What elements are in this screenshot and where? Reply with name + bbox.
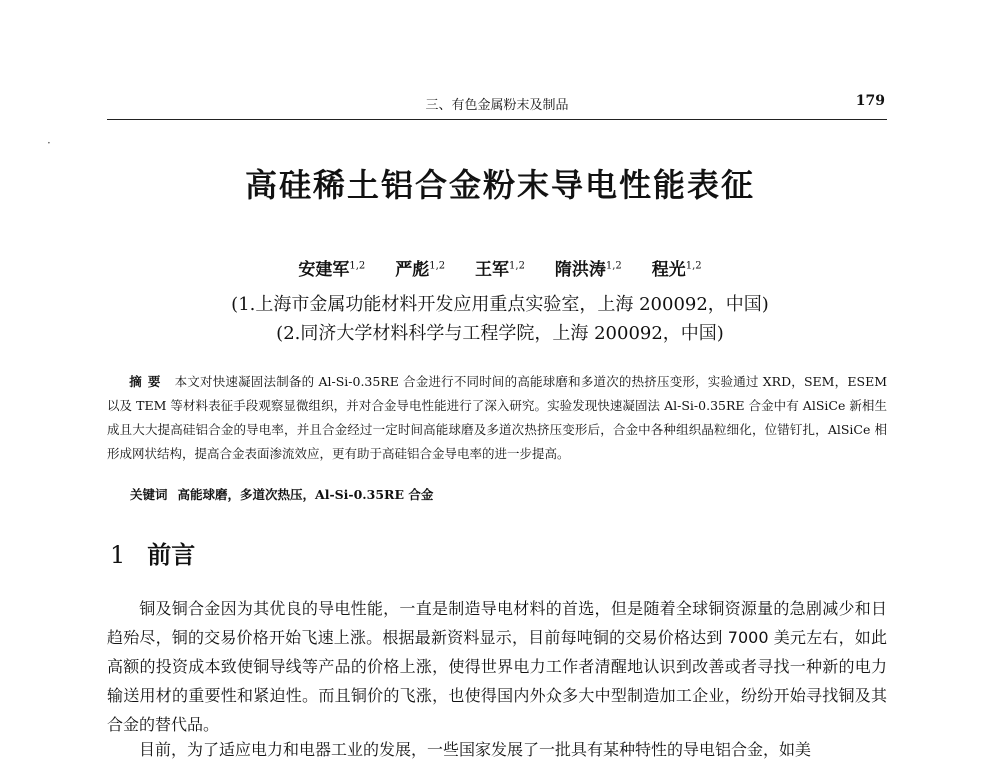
paper-title: 高硅稀土铝合金粉末导电性能表征	[244, 166, 755, 204]
author-affil-sup: 1,2	[509, 260, 525, 272]
keywords-label: 关键词	[130, 487, 168, 502]
author-affil-sup: 1,2	[685, 260, 702, 272]
abstract-label: 摘要	[129, 374, 167, 389]
author-affil-sup: 1,2	[429, 260, 446, 272]
body-paragraph	[107, 594, 887, 739]
keywords	[130, 485, 890, 503]
author-name: 王军	[475, 260, 510, 280]
margin-mark: ·	[47, 136, 51, 150]
abstract-text: 本文对快速凝固法制备的 Al-Si-0.35RE 合金进行不同时间的高能球磨和多道次的热挤压变形，实验通过 XRD，SEM，ESEM 以及 TEM 等材料表征手段观察显微组织，并对合金导电性能进行了深入研究。实验发现快速凝固法 Al-Si-0.35RE 合金中有 AlSiCe 新相生成且大大提高硅铝合金的导电率，并且合金经过一定时间高能球磨及多道次热挤压变形后，合金中各种组织晶粒细化，位错钉扎，AlSiCe 相形成网状结构，提高合金表面渗流效应，更有助于高硅铝合金导电率的进一步提高。	[107, 374, 887, 461]
author	[555, 260, 622, 280]
author	[395, 260, 445, 280]
author	[475, 260, 525, 280]
author-name: 安建军	[298, 260, 350, 280]
abstract	[107, 370, 887, 466]
paragraph-text: 铜及铜合金因为其优良的导电性能，一直是制造导电材料的首选，但是随着全球铜资源量的急剧减少和日趋殆尽，铜的交易价格开始飞速上涨。根据最新资料显示，目前每吨铜的交易价格达到 7000 美元左右，如此高额的投资成本致使铜导线等产品的价格上涨，使得世界电力工作者清醒地认识到改善或者寻找一种新的电力输送用材的重要性和紧迫性。而且铜价的飞涨，也使得国内外众多大中型制造加工企业，纷纷开始寻找铜及其合金的替代品。	[107, 599, 887, 734]
author-name: 严彪	[395, 260, 430, 280]
author	[652, 260, 702, 280]
author	[298, 260, 365, 280]
author-affil-sup: 1,2	[605, 260, 622, 272]
keywords-text: 高能球磨，多道次热压，Al-Si-0.35RE 合金	[177, 487, 434, 502]
running-header	[107, 93, 887, 113]
page-number: 179	[855, 93, 885, 109]
author-name: 隋洪涛	[554, 260, 606, 280]
section-number: 1	[110, 541, 126, 569]
author-affil-sup: 1,2	[349, 260, 366, 272]
affiliation-2: (2.同济大学材料科学与工程学院，上海 200092，中国)	[276, 323, 724, 344]
header-rule	[107, 119, 887, 120]
section-heading	[110, 535, 195, 570]
paragraph-text: 目前，为了适应电力和电器工业的发展，一些国家发展了一批具有某种特性的导电铝合金，如美	[139, 740, 812, 759]
author-list	[0, 255, 1000, 280]
section-title: 前言	[147, 540, 196, 569]
header-title: 三、有色金属粉末及制品	[425, 98, 569, 113]
affiliation-1: (1.上海市金属功能材料开发应用重点实验室，上海 200092，中国)	[231, 294, 769, 315]
author-name: 程光	[651, 260, 686, 280]
